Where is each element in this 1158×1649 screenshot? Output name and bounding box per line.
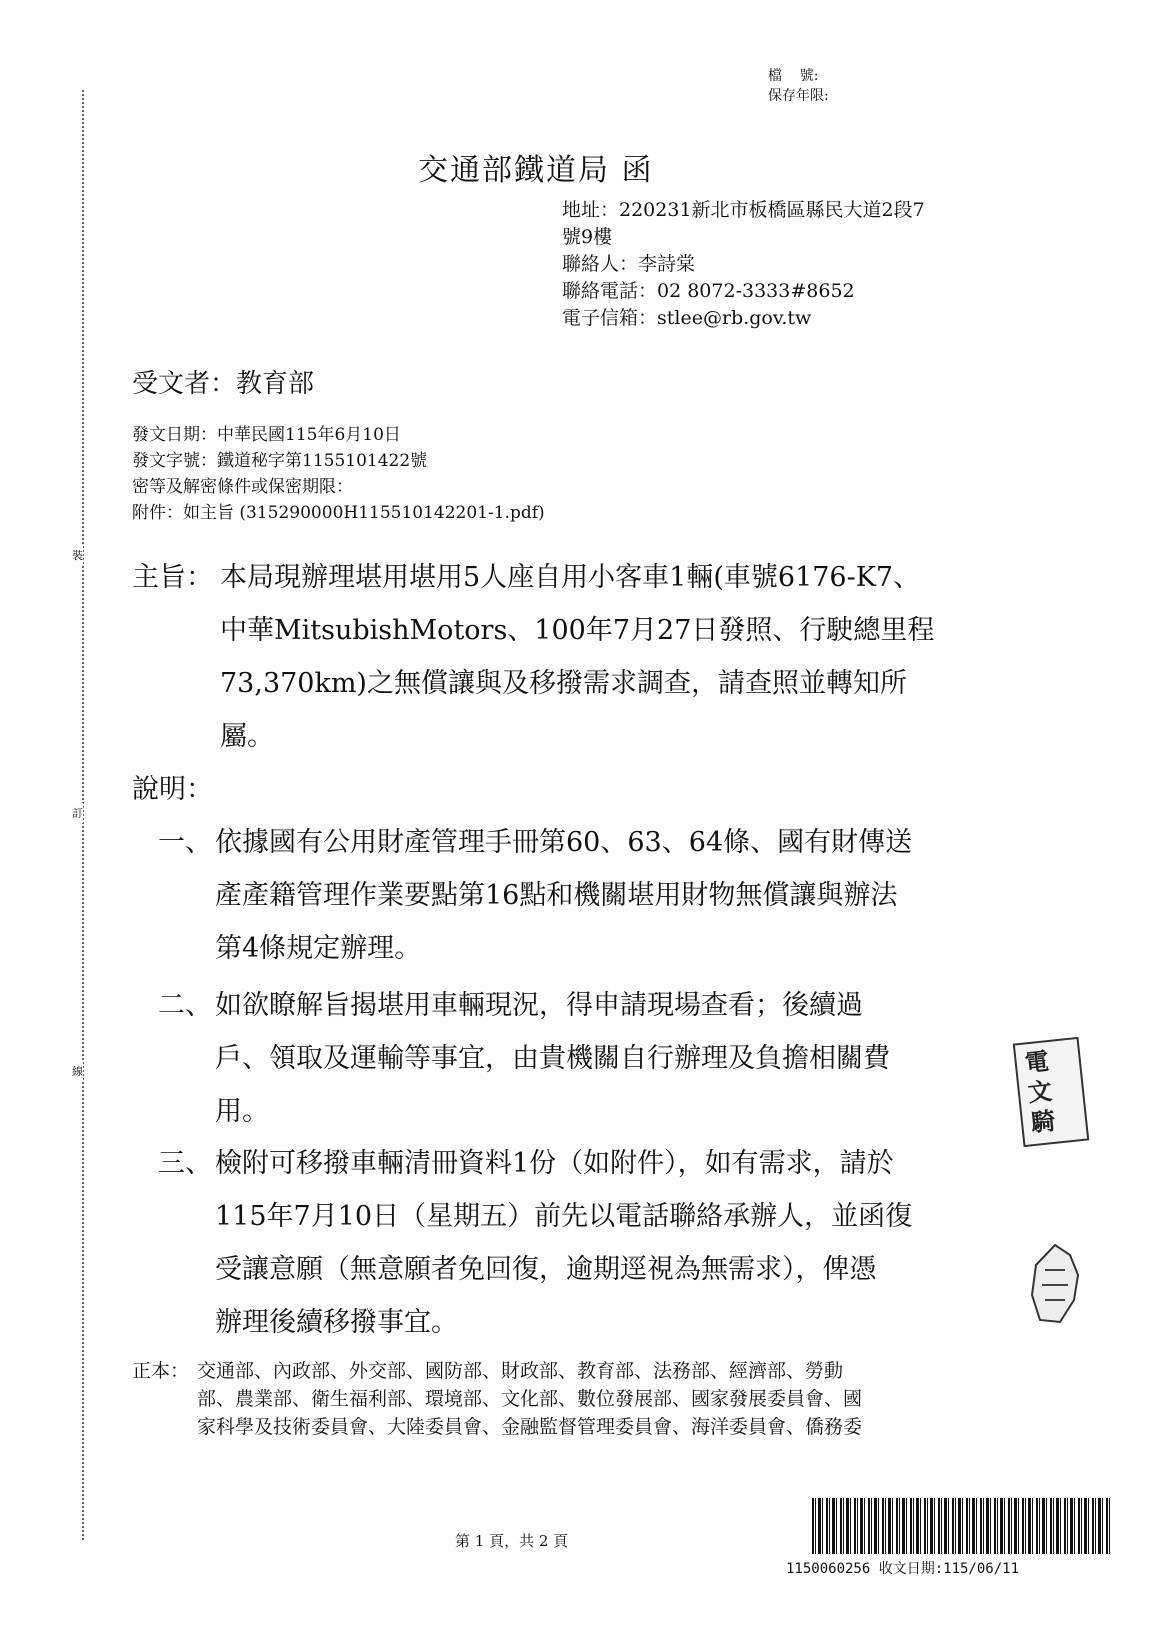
item-number-3: 三、 xyxy=(158,1148,212,1179)
item-3-line: 受讓意願（無意願者免回復，逾期逕視為無需求），俾憑 xyxy=(215,1254,877,1285)
subject-line: 中華MitsubishMotors、100年7月27日發照、行駛總里程 xyxy=(220,615,935,646)
cc-list xyxy=(197,1357,862,1441)
sender-address: 地址：220231新北市板橋區縣民大道2段7 xyxy=(562,199,925,221)
subject-line: 73,370km)之無償讓與及移撥需求調查，請查照並轉知所 xyxy=(220,668,907,699)
barcode xyxy=(812,1498,1112,1554)
sender-phone: 聯絡電話：02 8072-3333#8652 xyxy=(562,280,855,302)
seal-stamp-icon xyxy=(1030,1240,1080,1330)
retention-period-label: 保存年限: xyxy=(768,88,829,104)
item-3-line: 115年7月10日（星期五）前先以電話聯絡承辦人，並函復 xyxy=(215,1201,913,1232)
stamp-char: 騎 xyxy=(1029,1105,1057,1138)
subject-line: 屬。 xyxy=(220,721,274,752)
item-1-line: 第4條規定辦理。 xyxy=(215,933,422,964)
issue-date: 發文日期：中華民國115年6月10日 xyxy=(132,425,401,445)
item-3-line: 辦理後續移撥事宜。 xyxy=(215,1307,458,1338)
item-3-line: 檢附可移撥車輛清冊資料1份（如附件），如有需求，請於 xyxy=(215,1148,894,1179)
item-number-1: 一、 xyxy=(158,827,212,858)
item-1-line: 產產籍管理作業要點第16點和機關堪用財物無償讓與辦法 xyxy=(215,880,898,911)
document-meta xyxy=(132,422,545,526)
receipt-number-date: 1150060256 收文日期:115/06/11 xyxy=(786,1561,1020,1577)
cc-line: 家科學及技術委員會、大陸委員會、金融監督管理委員會、海洋委員會、僑務委 xyxy=(197,1416,863,1438)
stamp-char: 文 xyxy=(1026,1075,1054,1108)
sender-info xyxy=(562,197,925,332)
document-title: 交通部鐵道局 函 xyxy=(418,153,654,188)
binding-mark-zhuang: 裝 xyxy=(72,545,83,565)
explanation-label: 說明： xyxy=(132,774,213,805)
stamp-char: 電 xyxy=(1023,1046,1051,1078)
item-2-line: 用。 xyxy=(215,1096,269,1127)
cc-line: 部、農業部、衛生福利部、環境部、文化部、數位發展部、國家發展委員會、國 xyxy=(197,1388,863,1410)
item-1-line: 依據國有公用財產管理手冊第60、63、64條、國有財傳送 xyxy=(215,827,913,858)
file-number-label: 檔 號: xyxy=(768,68,819,84)
item-number-2: 二、 xyxy=(158,990,212,1021)
binding-mark-xian: 線 xyxy=(72,1061,83,1081)
subject-label: 主旨： xyxy=(132,562,213,593)
binding-mark-ding: 訂 xyxy=(72,803,83,823)
sender-contact: 聯絡人：李詩棠 xyxy=(562,253,696,275)
classification: 密等及解密條件或保密期限： xyxy=(132,477,353,497)
electronic-document-stamp xyxy=(1013,1037,1090,1147)
sender-email: 電子信箱：stlee@rb.gov.tw xyxy=(562,307,812,329)
item-2-line: 如欲瞭解旨揭堪用車輛現況，得申請現場查看；後續過 xyxy=(215,990,863,1021)
document-number: 發文字號：鐵道秘字第1155101422號 xyxy=(132,451,428,471)
item-2-line: 戶、領取及運輸等事宜，由貴機關自行辦理及負擔相關費 xyxy=(215,1043,890,1074)
attachment: 附件：如主旨 (315290000H115510142201-1.pdf) xyxy=(132,503,545,523)
sender-address-cont: 號9樓 xyxy=(562,226,613,248)
page-indicator: 第 1 頁，共 2 頁 xyxy=(455,1532,569,1550)
cc-line: 交通部、內政部、外交部、國防部、財政部、教育部、法務部、經濟部、勞動 xyxy=(197,1360,844,1382)
recipient: 受文者：教育部 xyxy=(132,369,315,399)
subject-line: 本局現辦理堪用堪用5人座自用小客車1輛(車號6176-K7、 xyxy=(220,562,921,593)
cc-label: 正本： xyxy=(132,1360,190,1382)
